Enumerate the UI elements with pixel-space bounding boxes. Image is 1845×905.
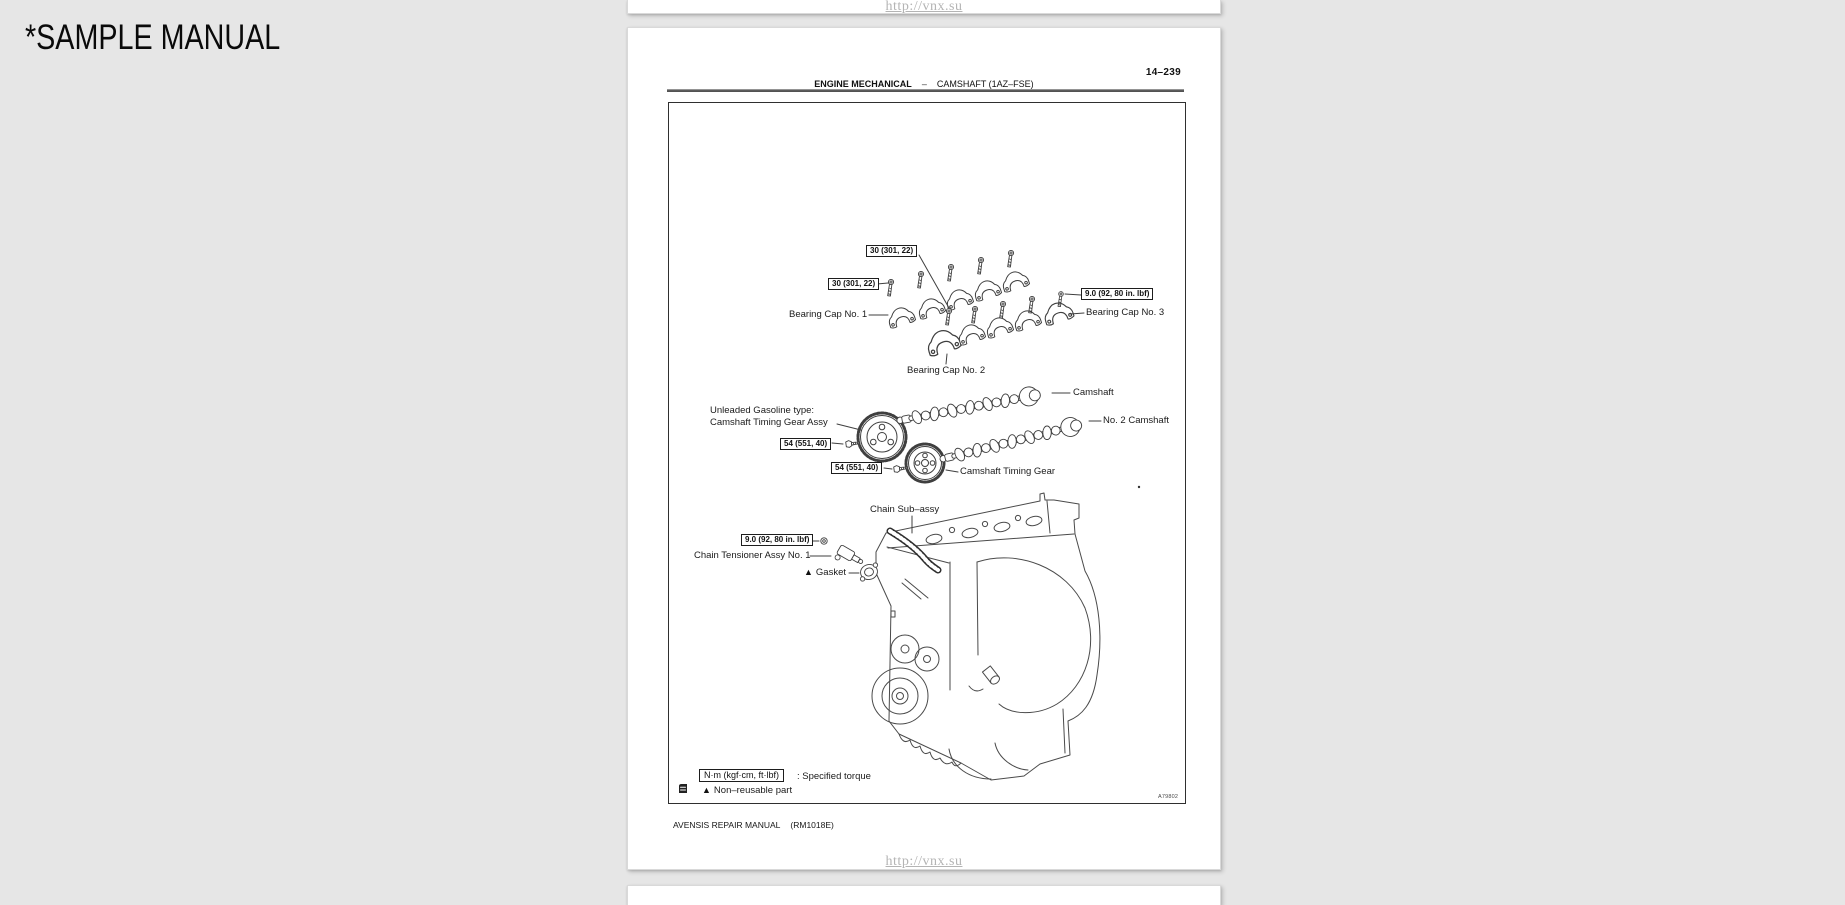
label-no2-camshaft: No. 2 Camshaft: [1103, 415, 1169, 426]
header-section: ENGINE MECHANICAL: [814, 79, 912, 89]
label-gasket: [804, 567, 846, 578]
torque-label-cap3-bolt: 9.0 (92, 80 in. lbf): [1081, 288, 1153, 300]
footer-manual-title: AVENSIS REPAIR MANUAL: [673, 820, 781, 830]
header-separator: –: [921, 79, 927, 89]
torque-label-cap-bolts-left: 30 (301, 22): [828, 278, 879, 290]
label-gasket-text: Gasket: [815, 567, 847, 578]
figure-frame: [668, 102, 1186, 804]
label-chain-sub-assy: Chain Sub–assy: [870, 504, 940, 515]
label-bearing-cap-3: Bearing Cap No. 3: [1086, 307, 1165, 318]
page-previous: [627, 0, 1221, 14]
label-bearing-cap-1: Bearing Cap No. 1: [789, 309, 868, 320]
label-fuel-type-note: Unleaded Gasoline type:: [710, 405, 815, 416]
header-topic: CAMSHAFT (1AZ–FSE): [936, 79, 1034, 89]
torque-label-gear-assy-bolt: 54 (551, 40): [780, 438, 831, 450]
label-timing-gear-assy: [710, 405, 828, 428]
page-number: 14–239: [1145, 67, 1181, 78]
non-reusable-triangle-icon: ▲: [702, 785, 711, 795]
torque-label-tensioner-bolt: 9.0 (92, 80 in. lbf): [741, 534, 813, 546]
torque-label-gear-bolt: 54 (551, 40): [831, 462, 882, 474]
figure-id: A79802: [1158, 794, 1179, 800]
label-timing-gear-assy-text: Camshaft Timing Gear Assy: [710, 416, 828, 428]
legend-non-reusable: [702, 785, 792, 796]
label-camshaft: Camshaft: [1073, 387, 1114, 398]
header-rule: [667, 89, 1184, 92]
page-footer: [673, 820, 834, 830]
sample-manual-watermark: *SAMPLE MANUAL: [25, 18, 281, 57]
exploded-view-drawing: [669, 103, 1185, 803]
label-chain-tensioner: Chain Tensioner Assy No. 1: [694, 550, 811, 561]
page-header: [628, 79, 1220, 89]
label-bearing-cap-2: Bearing Cap No. 2: [907, 365, 986, 376]
label-camshaft-timing-gear: Camshaft Timing Gear: [960, 466, 1056, 477]
site-watermark-top: http://vnx.su: [885, 0, 963, 14]
torque-label-cap-bolts-upper: 30 (301, 22): [866, 245, 917, 257]
page-main: [627, 27, 1221, 870]
legend-non-reusable-text: Non–reusable part: [713, 785, 793, 796]
footer-manual-code: (RM1018E): [790, 820, 834, 830]
legend-torque-desc: : Specified torque: [797, 771, 871, 782]
page-next: [627, 885, 1221, 905]
site-watermark-bottom: http://vnx.su: [885, 854, 963, 869]
legend-torque-unit-box: N·m (kgf·cm, ft·lbf): [699, 769, 784, 782]
non-reusable-triangle-icon: ▲: [804, 567, 813, 577]
